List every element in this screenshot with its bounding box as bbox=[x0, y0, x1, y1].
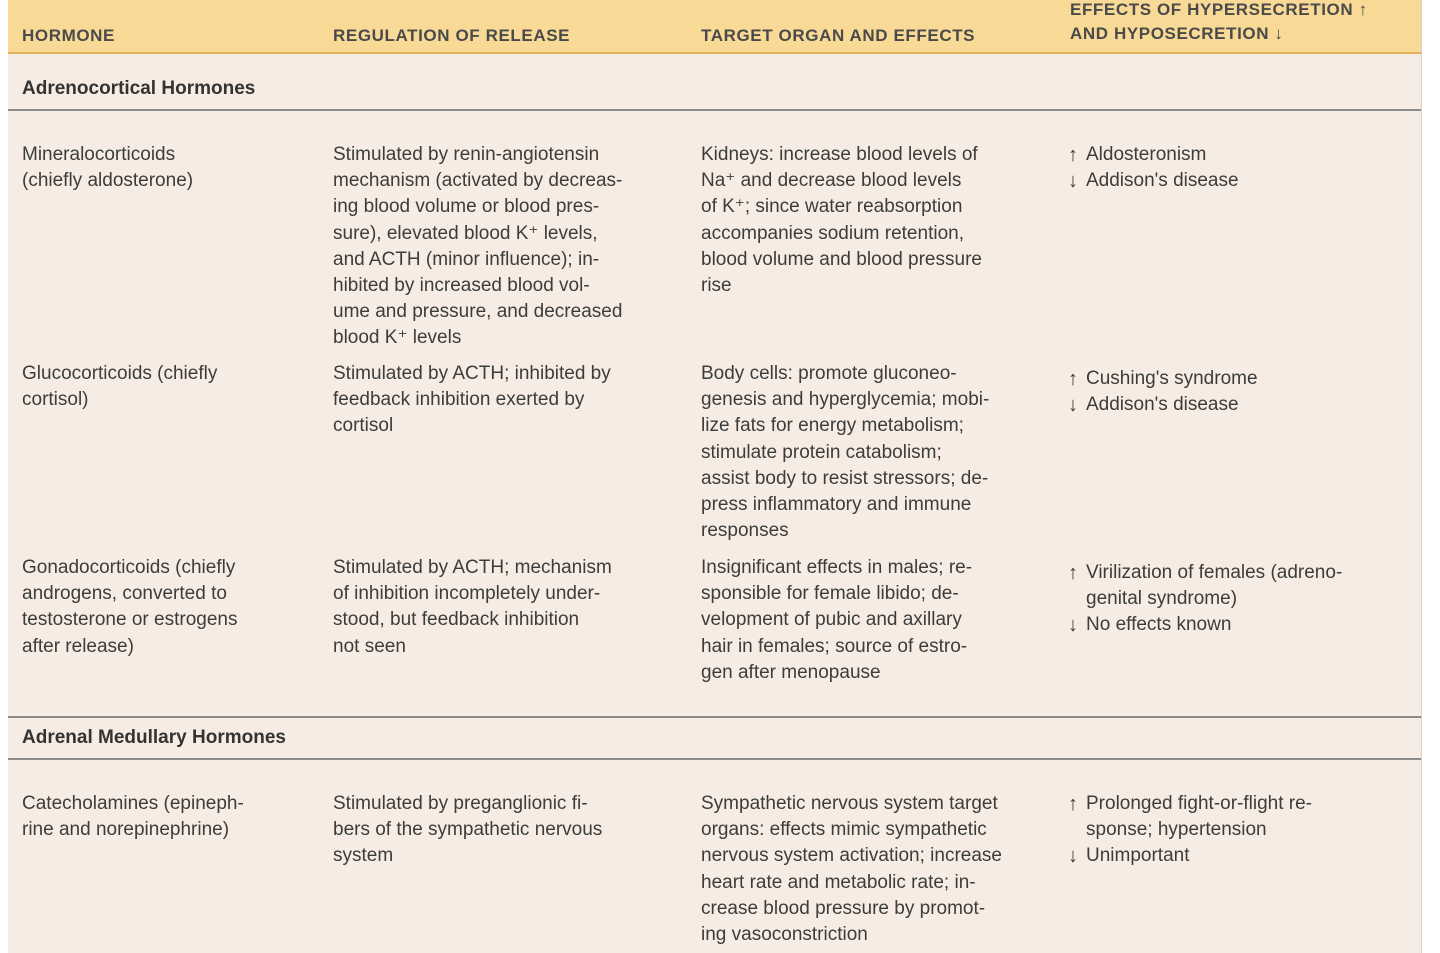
down-arrow-icon: ↓ bbox=[1068, 394, 1078, 417]
cell-hormone: Mineralocorticoids (chiefly aldosterone) bbox=[22, 144, 194, 192]
down-arrow-icon: ↓ bbox=[1068, 845, 1078, 868]
section-title: Adrenal Medullary Hormones bbox=[22, 727, 286, 748]
hormone-table bbox=[8, 0, 1422, 953]
hyper-effect: ↑ Cushing's syndrome bbox=[1068, 368, 1258, 390]
cell-effects bbox=[1068, 560, 1342, 639]
header-target: TARGET ORGAN AND EFFECTS bbox=[701, 26, 976, 45]
table-header bbox=[8, 0, 1421, 54]
cell-target: Body cells: promote gluconeo- genesis and hyperglycemia; mobi- lize fats for energy metabolism; stimulate protein catabolism; assist body to resist stressors; de- press inflammatory and immune responses bbox=[701, 363, 990, 542]
cell-effects bbox=[1068, 791, 1312, 870]
hyper-effect: ↑ Prolonged fight-or-flight re- sponse; hypertension bbox=[1068, 793, 1312, 841]
section-title: Adrenocortical Hormones bbox=[22, 78, 256, 99]
hypo-effect: ↓ Unimportant bbox=[1068, 845, 1190, 868]
up-arrow-icon: ↑ bbox=[1068, 562, 1078, 584]
hypo-effect: ↓ Addison's disease bbox=[1068, 394, 1239, 417]
down-arrow-icon: ↓ bbox=[1068, 170, 1078, 193]
up-arrow-icon: ↑ bbox=[1068, 144, 1078, 166]
up-arrow-icon: ↑ bbox=[1068, 793, 1078, 815]
cell-hormone: Glucocorticoids (chiefly cortisol) bbox=[22, 363, 218, 411]
section-medullary bbox=[8, 718, 1421, 760]
up-arrow-icon: ↑ bbox=[1068, 368, 1078, 390]
hypo-effect: ↓ No effects known bbox=[1068, 614, 1232, 637]
cell-regulation: Stimulated by renin-angiotensin mechanism (activated by decreas- ing blood volume or blood pres- sure), elevated blood K⁺ levels, and ACTH (minor influence); in- hibited by increased blood vol- ume and pressure, and decreased blood K⁺ levels bbox=[333, 144, 623, 349]
cell-target: Kidneys: increase blood levels of Na⁺ and decrease blood levels of K⁺; since water reabsorption accompanies sodium retention, blood volume and blood pressure rise bbox=[701, 144, 982, 297]
cell-target: Insignificant effects in males; re- sponsible for female libido; de- velopment of pubic and axillary hair in females; source of estro- gen after menopause bbox=[701, 557, 973, 683]
hyper-effect: ↑ Virilization of females (adreno- genital syndrome) bbox=[1068, 562, 1343, 610]
section-adrenocortical bbox=[8, 69, 1421, 111]
header-effects-line2: AND HYPOSECRETION ↓ bbox=[1070, 24, 1284, 43]
cell-hormone: Gonadocorticoids (chiefly androgens, converted to testosterone or estrogens after release) bbox=[22, 557, 238, 657]
header-regulation: REGULATION OF RELEASE bbox=[333, 26, 571, 45]
cell-regulation: Stimulated by preganglionic fi- bers of the sympathetic nervous system bbox=[333, 793, 603, 867]
cell-hormone: Catecholamines (epineph- rine and norepinephrine) bbox=[22, 793, 244, 841]
cell-effects bbox=[1068, 366, 1258, 418]
header-effects-line1: EFFECTS OF HYPERSECRETION ↑ bbox=[1070, 0, 1368, 19]
down-arrow-icon: ↓ bbox=[1068, 614, 1078, 637]
cell-target: Sympathetic nervous system target organs: effects mimic sympathetic nervous system activation; increase heart rate and metabolic rate; in- crease blood pressure by promot- ing vasoconstriction bbox=[701, 793, 1002, 946]
cell-regulation: Stimulated by ACTH; inhibited by feedback inhibition exerted by cortisol bbox=[333, 363, 611, 437]
header-hormone: HORMONE bbox=[22, 26, 115, 45]
cell-effects bbox=[1068, 142, 1239, 194]
cell-regulation: Stimulated by ACTH; mechanism of inhibition incompletely under- stood, but feedback inhibition not seen bbox=[333, 557, 612, 657]
hypo-effect: ↓ Addison's disease bbox=[1068, 170, 1239, 193]
hyper-effect: ↑ Aldosteronism bbox=[1068, 144, 1207, 166]
